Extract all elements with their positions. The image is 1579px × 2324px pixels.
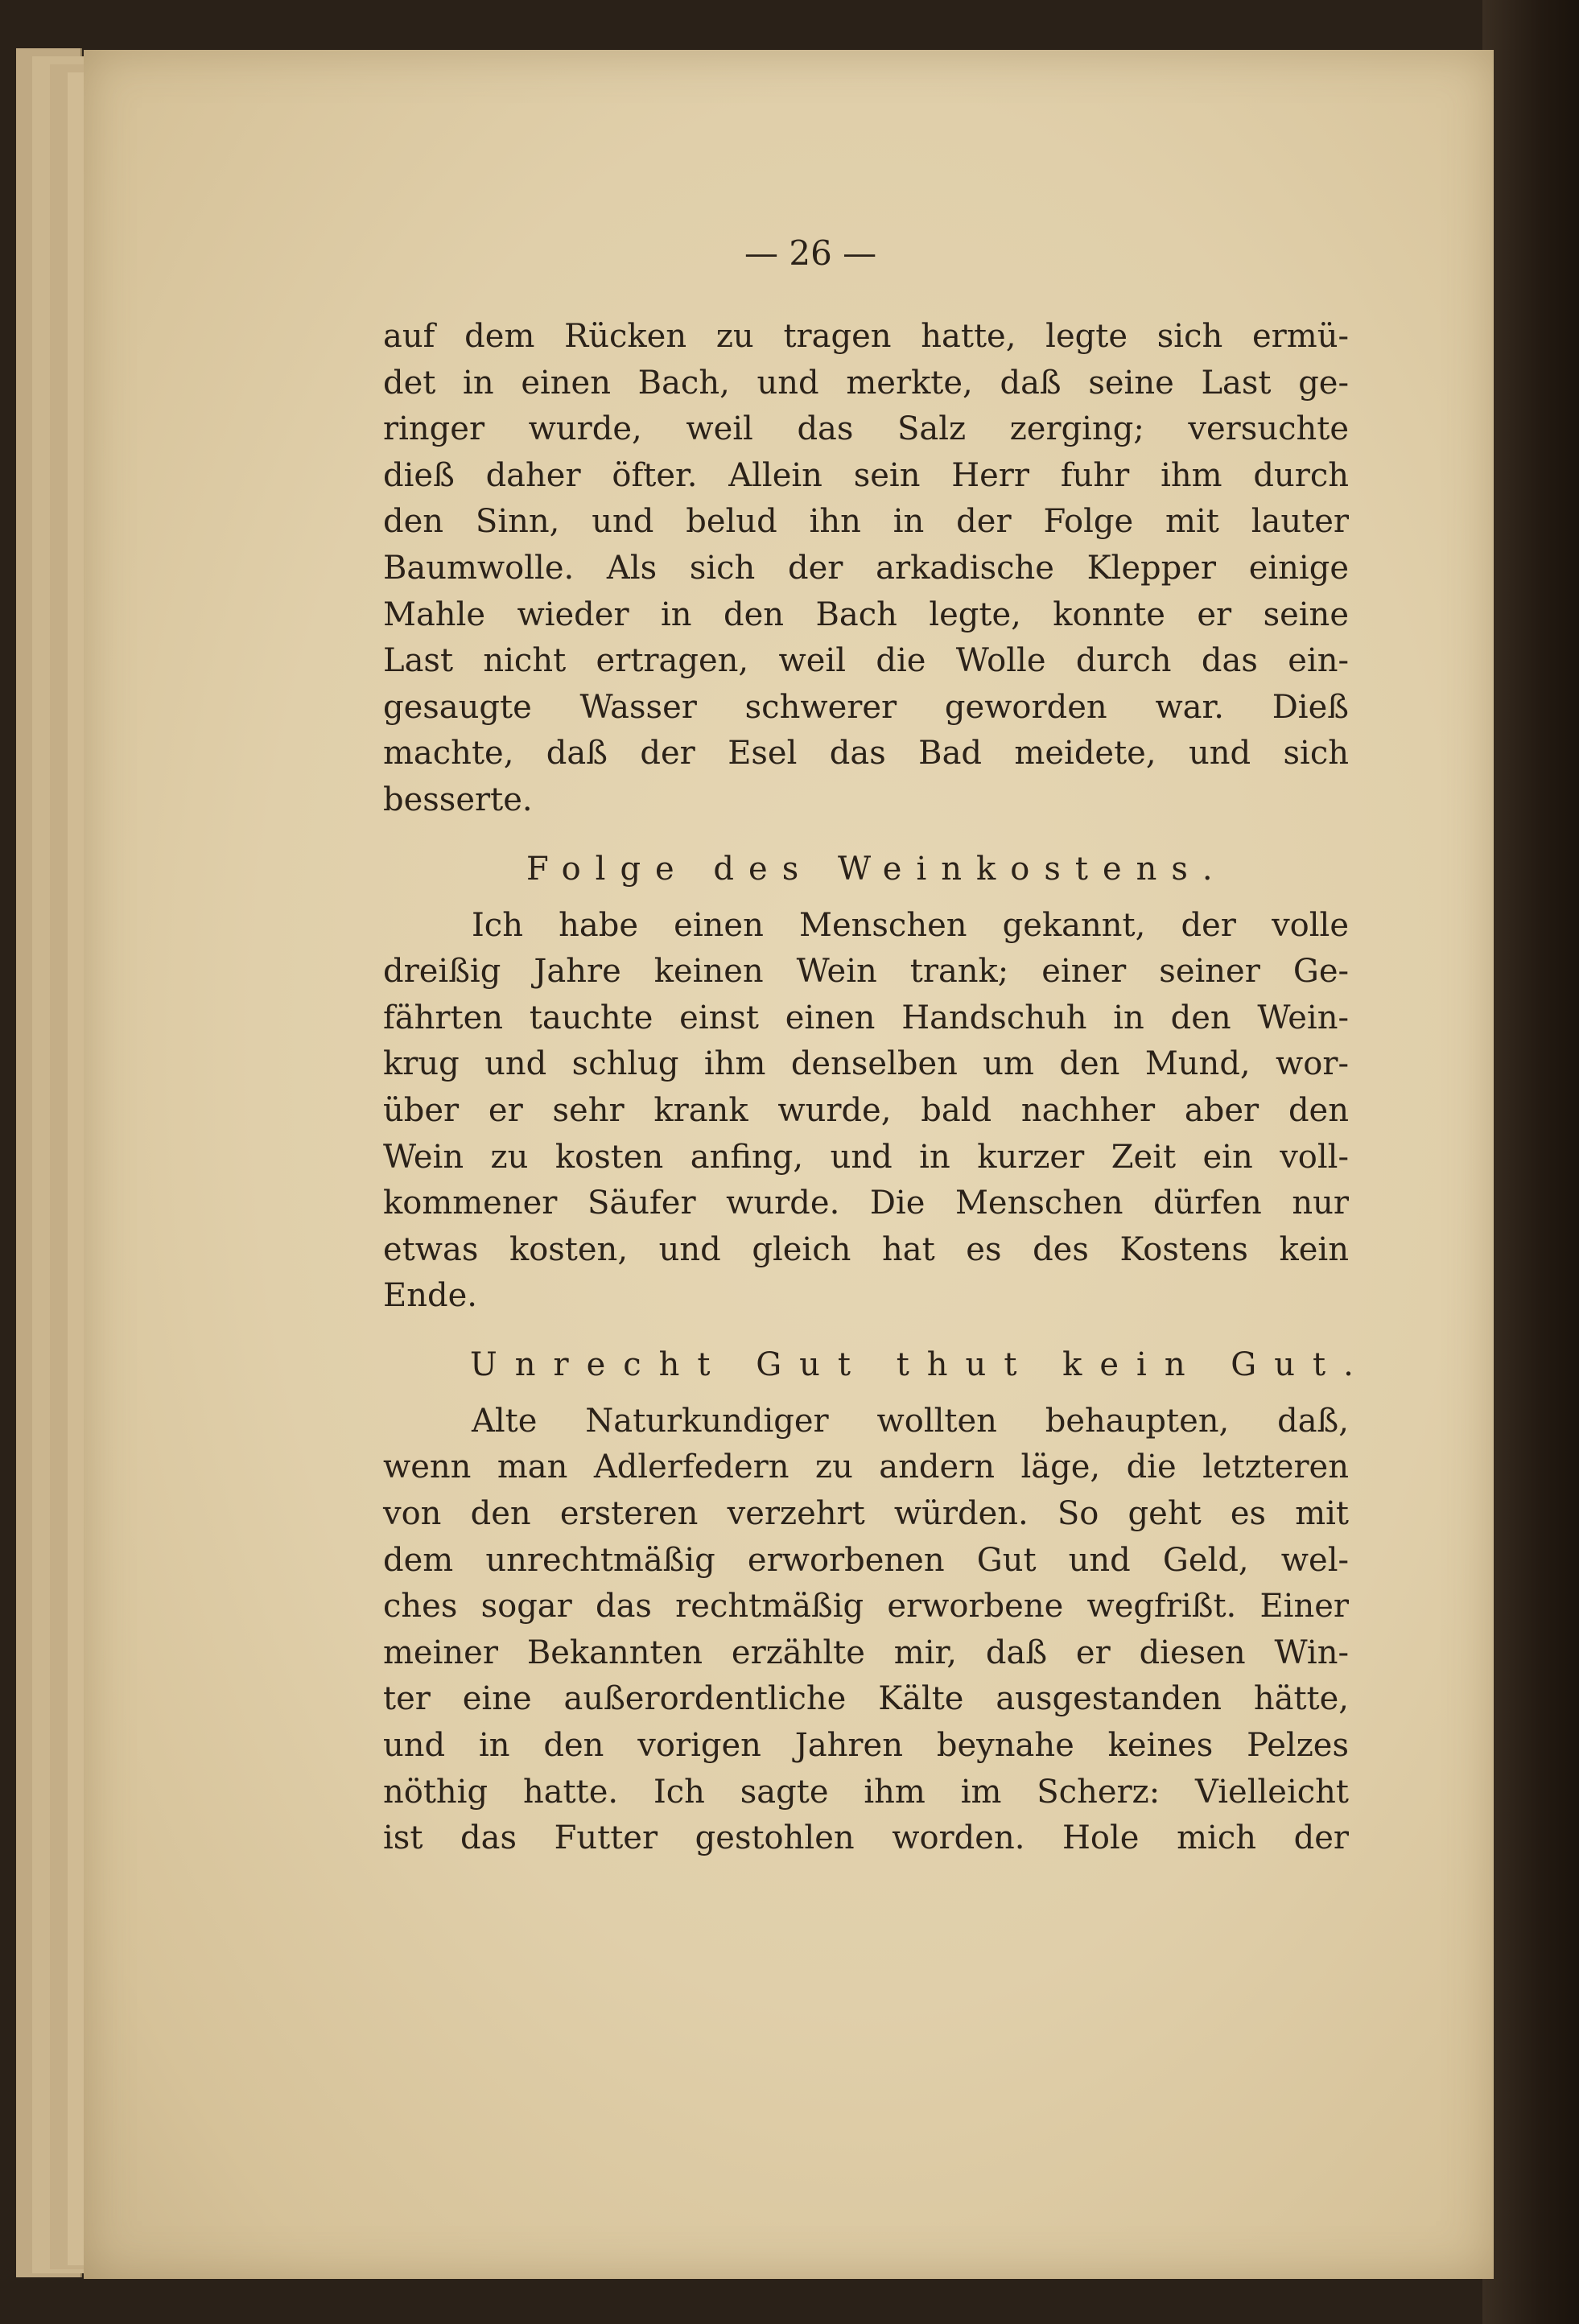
text-line: Wein zu kosten anfing, und in kurzer Zeit ein voll- [383, 1138, 1349, 1176]
text-line: auf dem Rücken zu tragen hatte, legte sich ermü- [383, 318, 1349, 355]
text-line: meiner Bekannten erzählte mir, daß er diesen Win- [383, 1634, 1349, 1671]
paragraph-weinkosten [383, 903, 1349, 1320]
text-line: Mahle wieder in den Bach legte, konnte er seine [383, 595, 1349, 633]
text-line: gesaugte Wasser schwerer geworden war. Dieß [383, 688, 1349, 726]
page-number: — 26 — [744, 233, 877, 273]
text-line: besserte. [383, 781, 533, 818]
text-line: Alte Naturkundiger wollten behaupten, daß, [472, 1402, 1349, 1440]
text-line: kommener Säufer wurde. Die Menschen dürfen nur [383, 1185, 1349, 1222]
section-heading-weinkosten: Folge des Weinkostens. [526, 850, 1227, 888]
text-line: ter eine außerordentliche Kälte ausgestanden hätte, [383, 1680, 1349, 1718]
text-line: machte, daß der Esel das Bad meidete, und sich [383, 735, 1349, 773]
text-line: krug und schlug ihm denselben um den Mund, wor- [383, 1045, 1349, 1083]
paragraph-unrecht [383, 1399, 1349, 1862]
text-line: Ich habe einen Menschen gekannt, der volle [472, 906, 1349, 944]
text-line: wenn man Adlerfedern zu andern läge, die letzteren [383, 1448, 1349, 1486]
text-line: von den ersteren verzehrt würden. So geht es mit [383, 1495, 1349, 1533]
text-line: nöthig hatte. Ich sagte ihm im Scherz: Vielleicht [383, 1773, 1349, 1811]
text-line: ches sogar das rechtmäßig erworbene wegfrißt. Einer [383, 1588, 1349, 1626]
paragraph-intro [383, 314, 1349, 824]
text-line: dieß daher öfter. Allein sein Herr fuhr ihm durch [383, 456, 1349, 494]
text-line: ringer wurde, weil das Salz zerging; versuchte [383, 410, 1349, 448]
text-line: Ende. [383, 1277, 477, 1315]
text-line: über er sehr krank wurde, bald nachher aber den [383, 1091, 1349, 1129]
text-line: Baumwolle. Als sich der arkadische Klepper einige [383, 549, 1349, 587]
text-line: ist das Futter gestohlen worden. Hole mich der [383, 1819, 1349, 1857]
text-line: dem unrechtmäßig erworbenen Gut und Geld, wel- [383, 1541, 1349, 1579]
text-line: fährten tauchte einst einen Handschuh in den Wein- [383, 999, 1349, 1036]
section-heading-unrecht: Unrecht Gut thut kein Gut. [470, 1345, 1371, 1383]
page-text-block [383, 314, 1371, 1862]
text-line: und in den vorigen Jahren beynahe keines Pelzes [383, 1727, 1349, 1765]
book-cover-edge [1482, 0, 1579, 2324]
text-line: etwas kosten, und gleich hat es des Kostens kein [383, 1230, 1349, 1268]
text-line: dreißig Jahre keinen Wein trank; einer seiner Ge- [383, 953, 1349, 991]
text-line: Last nicht ertragen, weil die Wolle durch das ein- [383, 642, 1349, 680]
text-line: det in einen Bach, und merkte, daß seine Last ge- [383, 364, 1349, 402]
text-line: den Sinn, und belud ihn in der Folge mit lauter [383, 503, 1349, 541]
